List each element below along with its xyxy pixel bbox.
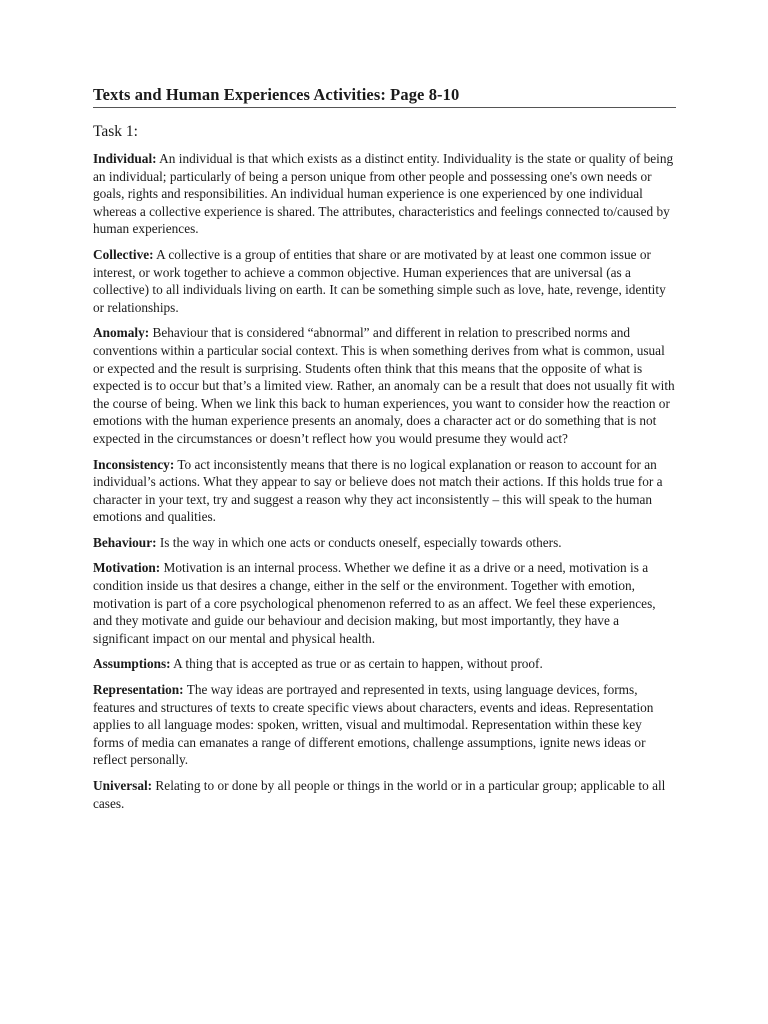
glossary-entry-universal [93,777,676,812]
glossary-definition: The way ideas are portrayed and represented in texts, using language devices, forms, features and structures of texts to create specific views about characters, events and ideas. Representation applies to all language modes: spoken, written, visual and multimodal. Representation within these key forms of media can emanates a range of different emotions, challenge assumptions, ignite news ideas or reflect personally. [93,682,654,768]
document-title: Texts and Human Experiences Activities: Page 8-10 [93,85,676,108]
glossary-definition: Motivation is an internal process. Whether we define it as a drive or a need, motivation is a condition inside us that desires a change, either in the self or the environment. Together with emotion, motivation is part of a core psychological phenomenon referred to as an affect. We feel these experiences, and they motivate and guide our behaviour and decision making, but most importantly, they have a significant impact on our mental and physical health. [93,560,656,646]
glossary-entry-representation [93,681,676,769]
glossary-definition: An individual is that which exists as a distinct entity. Individuality is the state or quality of being an individual; particularly of being a person unique from other people and possessing one's own needs or goals, rights and responsibilities. An individual human experience is one experienced by one individual whereas a collective experience is shared. The attributes, characteristics and feelings connected to/caused by human experiences. [93,151,674,237]
glossary-entry-behaviour [93,534,676,552]
glossary-entry-assumptions [93,655,676,673]
glossary-term: Behaviour: [93,534,157,550]
glossary-definition: A thing that is accepted as true or as certain to happen, without proof. [170,656,543,672]
glossary-definition: Is the way in which one acts or conducts oneself, especially towards others. [156,534,562,550]
glossary-definition: Behaviour that is considered “abnormal” and different in relation to prescribed norms and conventions within a particular social context. This is when something derives from what is common, usual or expected and the result is surprising. Students often think that this means that the opposite of what is expected is to occur but that’s a limited view. Rather, an anomaly can be a result that does not usually fit with the course of being. When we link this back to human experiences, you want to consider how the reaction or emotions with the human experience presents an anomaly, does a character act or do something that is not expected in the circumstances or doesn’t reflect how you would presume they would act? [93,325,675,446]
document-page [93,85,676,820]
glossary-term: Collective: [93,246,154,262]
glossary-term: Motivation: [93,560,161,576]
glossary-entry-collective [93,246,676,316]
glossary-term: Inconsistency: [93,456,175,472]
glossary-term: Universal: [93,778,153,793]
glossary-term: Assumptions: [93,656,171,672]
task-heading: Task 1: [93,123,138,140]
glossary-entry-individual [93,150,676,238]
glossary-entry-inconsistency [93,456,676,526]
glossary-entry-motivation [93,559,676,647]
glossary-definition: Relating to or done by all people or things in the world or in a particular group; applicable to all cases. [93,778,666,811]
glossary-definition: To act inconsistently means that there is no logical explanation or reason to account for an individual’s actions. What they appear to say or believe does not match their actions. If this holds true for a character in your text, try and suggest a reason why they act inconsistently – this will speak to the human emotions and qualities. [93,456,663,525]
glossary-definition: A collective is a group of entities that share or are motivated by at least one common issue or interest, or work together to achieve a common objective. Human experiences that are universal (as a collective) to all individuals living on earth. It can be something simple such as love, hate, revenge, identity or relationships. [93,246,666,315]
glossary-term: Individual: [93,151,157,166]
glossary-term: Representation: [93,682,184,698]
glossary-term: Anomaly: [93,325,150,341]
glossary-entry-anomaly [93,324,676,447]
